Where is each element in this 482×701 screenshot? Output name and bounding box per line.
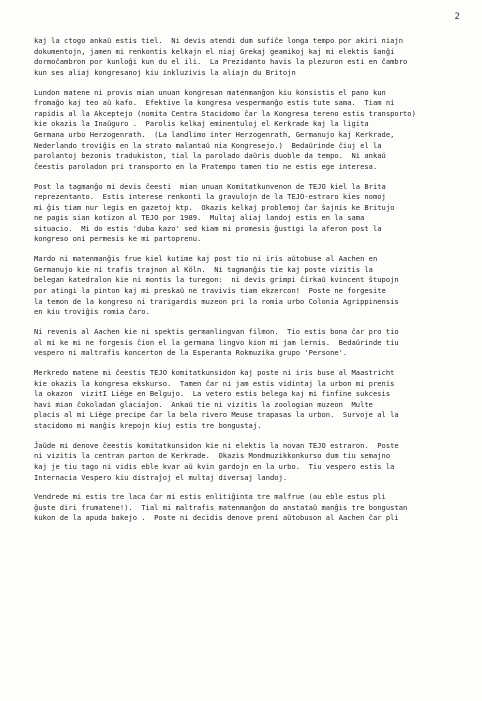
paragraph (34, 327, 460, 359)
text-line: vespero ni maltrafis koncerton de la Esperanta Rokmuzika grupo 'Persone'. (34, 348, 348, 358)
text-line: situacio. Mi do estis 'duba kazo' sed kiam mi promesis ĝustigi la aferon post la (34, 223, 382, 233)
text-line: stacidomo mi manĝis krepojn kiuj estis tre bongustaj. (34, 420, 262, 430)
paragraph (34, 441, 460, 483)
page-number: 2 (454, 12, 460, 22)
text-line: por atingi la pinton kaj mi preskaŭ ne travivis tiam ekzercon! Poste ne forgesite (34, 286, 386, 296)
text-line: Mardo ni matenmanĝis frue kiel kutime kaj post tio ni iris aŭtobuse al Aachen en (34, 254, 378, 264)
paragraph (34, 36, 460, 78)
text-line: la temon de la kongreso ni trarigardis muzeon pri la romia urbo Colonia Agrippinensis (34, 296, 399, 306)
text-line: kukon de la apuda bakejo . Poste ni decidis denove preni aŭtobuson al Aachen ĉar pli (34, 513, 399, 523)
text-line: mi ĝis tiam nur legis en gazetoj ktp. Okazis kelkaj problemoj ĉar ŝajnis ke Britujo (34, 202, 395, 212)
text-line: Merkredo matene mi ĉeestis TEJO komitatkunsidon kaj poste ni iris buse al Maastricht (34, 367, 395, 377)
text-line: Vendrede mi estis tre laca ĉar mi estis enlitiĝinta tre malfrue (au eble estus pli (34, 492, 386, 502)
text-line: ĝuste diri frumatene!). Tial mi maltrafis matenmanĝon do anstataŭ manĝis tre bongustan (34, 502, 408, 512)
text-line: rapidis al la Akceptejo (nomita Centra Stacidomo ĉar la Kongresa tereno estis transporto) (34, 108, 416, 118)
text-line: kaj la ctogo ankaŭ estis tiel. Ni devis atendi dum sufiĉe longa tempo por akiri niajn (34, 36, 404, 45)
text-line: Post la tagmanĝo mi devis ĉeesti mian unuan Komitatkunvenon de TEJO kiel la Brita (34, 181, 386, 191)
text-line: belegan katedralon kie ni montis la turegon: ni devis grimpi ĉirkaŭ kvincent ŝtupojn (34, 275, 399, 285)
text-line: Germanujo kie ni trafis trajnon al Köln. Ni tagmanĝis tie kaj poste vizitis la (34, 264, 373, 274)
text-line: ne pagis sian kotizon al TEJO por 1989. Multaj aliaj landoj estis en la sama (34, 213, 365, 223)
text-line: dormoĉambron por kunloĝi kun du el ili. La Prezidanto havis la plezuron esti en ĉambro (34, 57, 408, 67)
text-line: Nederlando troviĝis en la strato malantaŭ nia Kongresejo.) Bedaŭrinde ĉiuj el la (34, 140, 382, 150)
text-line: havi mian ĉokoladan glaciaĵon. Ankaŭ tie ni vizitis la zoologian muzeon Multe (34, 399, 373, 409)
text-line: ĉeestis paroladon pri transporto en la Pratempo tamen tio ne estis ege interesa. (34, 161, 378, 171)
text-line: en kiu troviĝis romia ĉaro. (34, 307, 150, 317)
text-line: parolantoj bezonis tradukiston, tial la parolado daŭris duoble da tempo. Ni ankaŭ (34, 151, 386, 161)
text-line: placis al mi Liège precipe ĉar la bela rivero Meuse trapasas la urbon. Survoje al la (34, 410, 399, 420)
text-line: Ni revenis al Aachen kie ni spektis germanlingvan filmon. Tio estis bona ĉar pro tio (34, 327, 399, 336)
text-line: Ĵaŭde mi denove ĉeestis komitatkunsidon kie ni elektis la novan TEJO estraron. Poste (34, 440, 399, 450)
text-line: reprezentanto. Estis interese renkonti la gravulojn de la TEJO-estraro kies nomoj (34, 192, 386, 202)
text-line: kie okazis la Inaŭguro . Parolis kelkaj eminentuloj el Kerkrade kaj la ligita (34, 119, 369, 129)
paragraph (34, 254, 460, 318)
text-line: ni vizitis la centran parton de Kerkrade. Okazis Mondmuzikkonkurso dum tiu semajno (34, 451, 391, 461)
text-line: Lundon matene ni provis mian unuan kongresan matenmanĝon kiu konsistis el pano kun (34, 87, 386, 97)
text-line: kie okazis la kongresa ekskurso. Tamen ĉar ni jam estis vidintaj la urbon mi prenis (34, 378, 395, 388)
text-line: kongreso oni permesis ke mi partoprenu. (34, 234, 202, 244)
document-body (34, 36, 460, 524)
paragraph (34, 88, 460, 173)
paragraph (34, 368, 460, 432)
text-line: Germana urbo Herzogenrath. (La landlimo inter Herzogenrath, Germanujo kaj Kerkrade, (34, 129, 395, 139)
text-line: al mi ke mi ne forgesis ĉion el la germana lingvo kion mi jam lernis. Bedaŭrinde tiu (34, 337, 399, 347)
text-line: Internacia Vespero kiu distraĵoj el multaj diversaj landoj. (34, 472, 288, 482)
text-line: kun ses aliaj kongresanoj kiu inkluzivis la aliajn du Britojn (34, 67, 296, 77)
text-line: kaj je tiu tago ni vidis eble kvar aŭ kvin gardojn en la urbo. Tiu vespero estis la (34, 461, 395, 471)
paragraph (34, 182, 460, 246)
text-line: dokumentojn, jamen mi renkontis kelkajn el niaj Grekaj geamikoj kaj mi elektis ŝanĝi (34, 46, 395, 56)
text-line: la okazon vizitI Liège en Belgujo. La vetero estis belega kaj mi finfine sukcesis (34, 389, 391, 399)
text-line: fromaĝo kaj teo aŭ kafo. Efektive la kongresa vespermanĝo estis tute sama. Tiam ni (34, 98, 395, 108)
paragraph (34, 492, 460, 524)
